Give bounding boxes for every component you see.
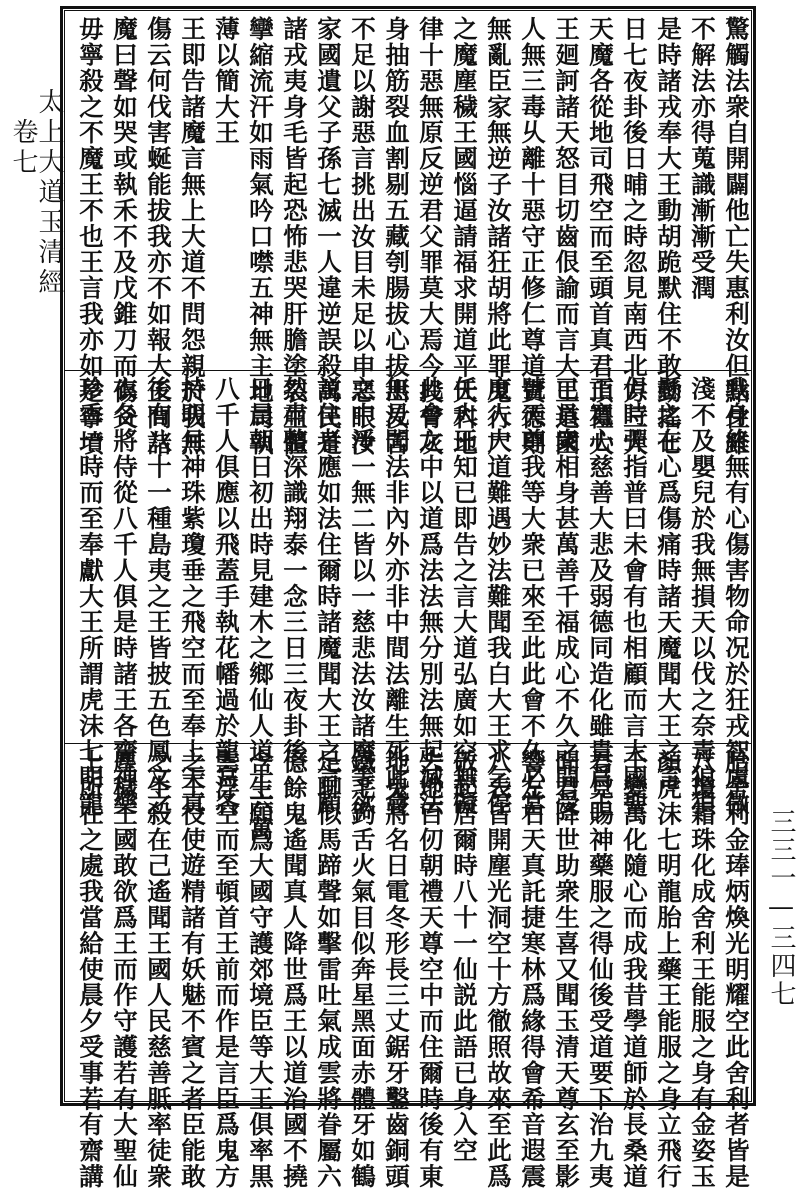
page-number: 三三一—三四七 <box>766 808 796 1008</box>
text-column: 人無三毒乆離十惡守正修仁尊道貴德則 <box>518 16 547 457</box>
text-column: 薄以簡大王 <box>212 16 241 146</box>
text-column: 驚觸法衆自開闢他亡失惠利汝但點住雖 <box>722 16 751 457</box>
text-column: 天魔各從地司飛空而至頭首真君頂禮大 <box>586 16 615 457</box>
text-column: 然肅整深識翔泰一念三日三夜卦後 <box>280 376 309 765</box>
text-column: 號天尊我等大衆已來至此此會不久必當 <box>518 376 547 817</box>
text-column: 不解法亦得蒐識漸漸受潤 <box>688 16 717 301</box>
text-column: 度人大道難遇妙法難聞我白大王求乞停 <box>484 376 513 817</box>
text-column: 之王役使遊精諸有妖魅不賓之者臣能敢 <box>178 749 207 1189</box>
text-column: 聞君降世助衆生喜又聞玉清天尊玄至影 <box>552 749 581 1189</box>
text-column: 之魔塵穢王國惱逼請福求開道平天科地 <box>450 16 479 457</box>
text-column: 王寬心慈善大悲及弱德同造化雖貴爲王 <box>586 376 615 817</box>
text-column: 後有八十一種島夷之王皆披五色鳳文之 <box>144 376 173 817</box>
text-column: 我身終無有心傷害物命况於狂戎智慮微 <box>722 376 751 817</box>
text-register-top <box>68 16 751 457</box>
text-column: 千變萬化隨心而成我昔學道師於長桑道 <box>620 749 649 1189</box>
text-register-middle <box>68 376 751 843</box>
text-column: 含生願爲大國守護郊境臣等大王俱率黒 <box>246 749 275 1189</box>
text-column: 八瓊霜珠化成舍利王能服之身有金姿玉 <box>688 749 717 1189</box>
text-column: 億餘鬼遙聞真人降世爲王以道治國不撓 <box>280 749 309 1189</box>
text-column: 俱時彈指普曰未會有也相顧而言大國聖 <box>620 376 649 817</box>
text-column: 足聊似馬蹄聲如擊雷吐氣成雲將眷屬六 <box>314 749 343 1189</box>
text-register-bottom <box>68 749 751 1189</box>
text-column: 懸之在心爲傷痛時諸天魔聞大王之言 <box>654 376 683 791</box>
text-column: 雲浮空而至頓首王前而作是言臣爲鬼方 <box>212 749 241 1189</box>
text-column: 魔曰聲如哭或執禾不及戊錐刀而傷父 <box>110 16 139 431</box>
text-column: 響左右天真託捷寒林爲緣得會希音遐震 <box>518 749 547 1189</box>
text-column: 已具衆相身甚萬善千福成心不久之間受 <box>552 376 581 817</box>
text-column: 胎舍利金琫炳煥光明耀空此舍利者皆是 <box>722 749 751 1189</box>
text-column: 之中淨一無二皆以一慈悲法汝諸魔等欲 <box>348 376 377 817</box>
text-column: 塵穢王國敢欲爲王而作守護若有大聖仙 <box>110 749 139 1189</box>
text-column: 律十惡無原反逆君父罪莫大焉今投骨灰 <box>416 16 445 457</box>
text-column: 地鬼將名日電冬形長三丈鋸牙鑿齒銅頭 <box>382 749 411 1189</box>
text-column: 八表皆開塵光洞空十方徹照故來至此爲 <box>484 749 513 1189</box>
text-column: 是時諸戎奉大王動胡跪默住不敢動搖七 <box>654 16 683 457</box>
text-column: 日七夜卦後日晡之時忽見南西北方三大 <box>620 16 649 457</box>
text-column: 身抽筋裂血割剔五藏刳腸拔心拔出汝舌 <box>382 16 411 457</box>
text-column: 不足以謝惡言挑出汝目未足以申惡眼汝 <box>348 16 377 457</box>
text-column: 王廻訶諸天怒目切齒佷諭而言大王道國 <box>552 16 581 457</box>
volume-label: 卷七 <box>8 118 38 178</box>
text-column: 顏虎沫七明龍胎上藥王能服之身立飛行 <box>654 749 683 1189</box>
text-column: 淺不及嬰兒於我無損天以伐之奈毒狼狽 <box>688 376 717 817</box>
text-column: 無亂臣家無逆子汝諸狂胡將此罪鬼行尸 <box>484 16 513 457</box>
text-column: 攣縮流汗如雨氣吟口噤五神無主地司執 <box>246 16 275 457</box>
text-column: 諸戎夷身毛皆起恐怖悲哭肝膽塗裂生體 <box>280 16 309 457</box>
text-column: 無見聞法非內外亦非中間法離生死此會 <box>382 376 411 817</box>
text-column: 之生殺在己遙聞王國人民慈善胝率徒衆 <box>144 749 173 1189</box>
text-column: 八千人俱應以飛蓋手執花幡過於龍宮各 <box>212 376 241 817</box>
text-column: 任大王知已即告之言大道弘廣如空無礙 <box>450 376 479 817</box>
text-column: 王即告諸魔言無上大道不問怨親於我無 <box>178 16 207 457</box>
running-title <box>10 88 62 298</box>
text-column: 傷云何伐害蜒能拔我亦不如報大王問諸 <box>144 16 173 457</box>
text-column: 君見賜神藥服之得仙後受道要下治九夷 <box>586 749 615 1189</box>
text-column: 敬起居爾時八十一仙説此語已身入空 <box>450 749 479 1164</box>
text-column: 珍香一時而至奉獻大王所謂虎沫七明龍 <box>76 376 105 817</box>
text-column: 士所在之處我當給使晨夕受事若有齋講 <box>76 749 105 1189</box>
text-column: 説住者應如法住爾時諸魔聞大王之言顧 <box>314 376 343 817</box>
text-column: 日晨朝日初出時見建木之鄉仙人道士六萬 <box>246 376 275 843</box>
text-column: 此會之中以道爲法法無分別法無起滅法 <box>416 376 445 817</box>
text-column: 去地百仞朝禮天尊空中而住爾時後有東 <box>416 749 445 1189</box>
text-column: 持明月神珠紫瓊垂之飛空而至奉上天真 <box>178 376 207 817</box>
book-title: 太上大道玉清經 <box>34 88 64 298</box>
text-column: 家國遺父子孫七滅一人違逆誤殺萬民是 <box>314 16 343 457</box>
text-column: 衣各將侍從八千人俱是時諸王各齎神藥 <box>110 376 139 817</box>
text-column: 毋寧殺之不魔王不也王言我亦如是寧墳 <box>76 16 105 457</box>
text-column: 鐵毛鉤舌火氣目似奔星黑面赤體牙如鶴 <box>348 749 377 1189</box>
